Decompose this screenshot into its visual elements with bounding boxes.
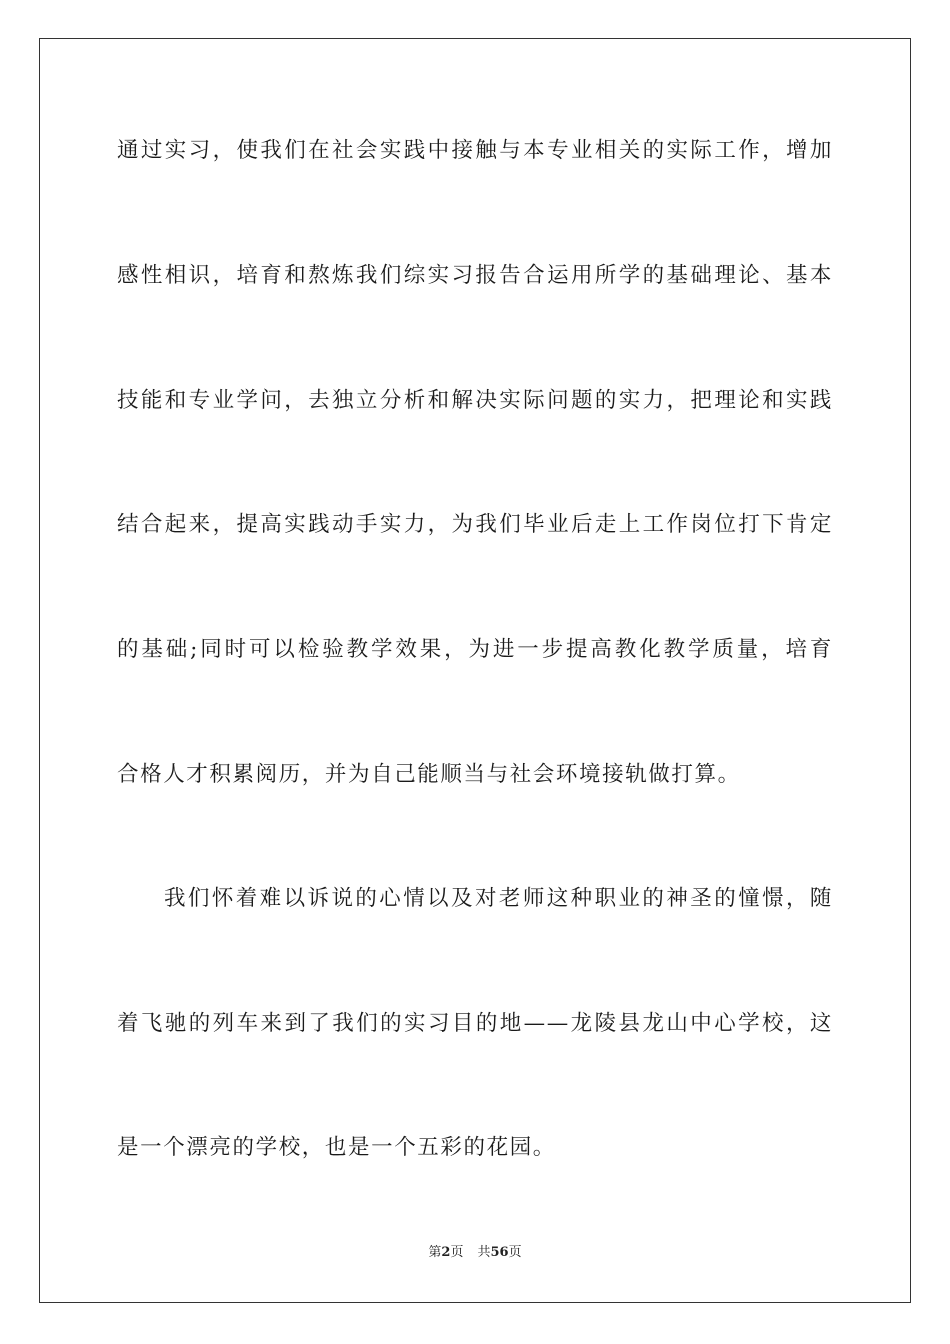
page-border	[39, 38, 911, 1303]
paragraph-line-8: 着飞驰的列车来到了我们的实习目的地——龙陵县龙山中心学校，这	[117, 1011, 833, 1036]
paragraph-line-6: 合格人才积累阅历，并为自己能顺当与社会环境接轨做打算。	[117, 762, 741, 787]
paragraph-line-7: 我们怀着难以诉说的心情以及对老师这种职业的神圣的憧憬，随	[164, 886, 833, 911]
paragraph-line-1: 通过实习，使我们在社会实践中接触与本专业相关的实际工作，增加	[117, 138, 833, 163]
total-suffix: 页	[508, 1245, 522, 1260]
page-footer	[0, 1244, 950, 1262]
page-number: 2	[441, 1245, 451, 1260]
paragraph-line-2: 感性相识，培育和熬炼我们综实习报告合运用所学的基础理论、基本	[117, 263, 833, 288]
total-prefix: 共	[477, 1245, 491, 1260]
total-pages: 56	[490, 1245, 509, 1260]
paragraph-line-3: 技能和专业学问，去独立分析和解决实际问题的实力，把理论和实践	[117, 388, 833, 413]
paragraph-line-4: 结合起来，提高实践动手实力，为我们毕业后走上工作岗位打下肯定	[117, 512, 833, 537]
paragraph-line-5: 的基础;同时可以检验教学效果，为进一步提高教化教学质量，培育	[117, 637, 833, 662]
page-suffix: 页	[450, 1245, 464, 1260]
paragraph-line-9: 是一个漂亮的学校，也是一个五彩的花园。	[117, 1135, 556, 1160]
page-prefix: 第	[428, 1245, 442, 1260]
